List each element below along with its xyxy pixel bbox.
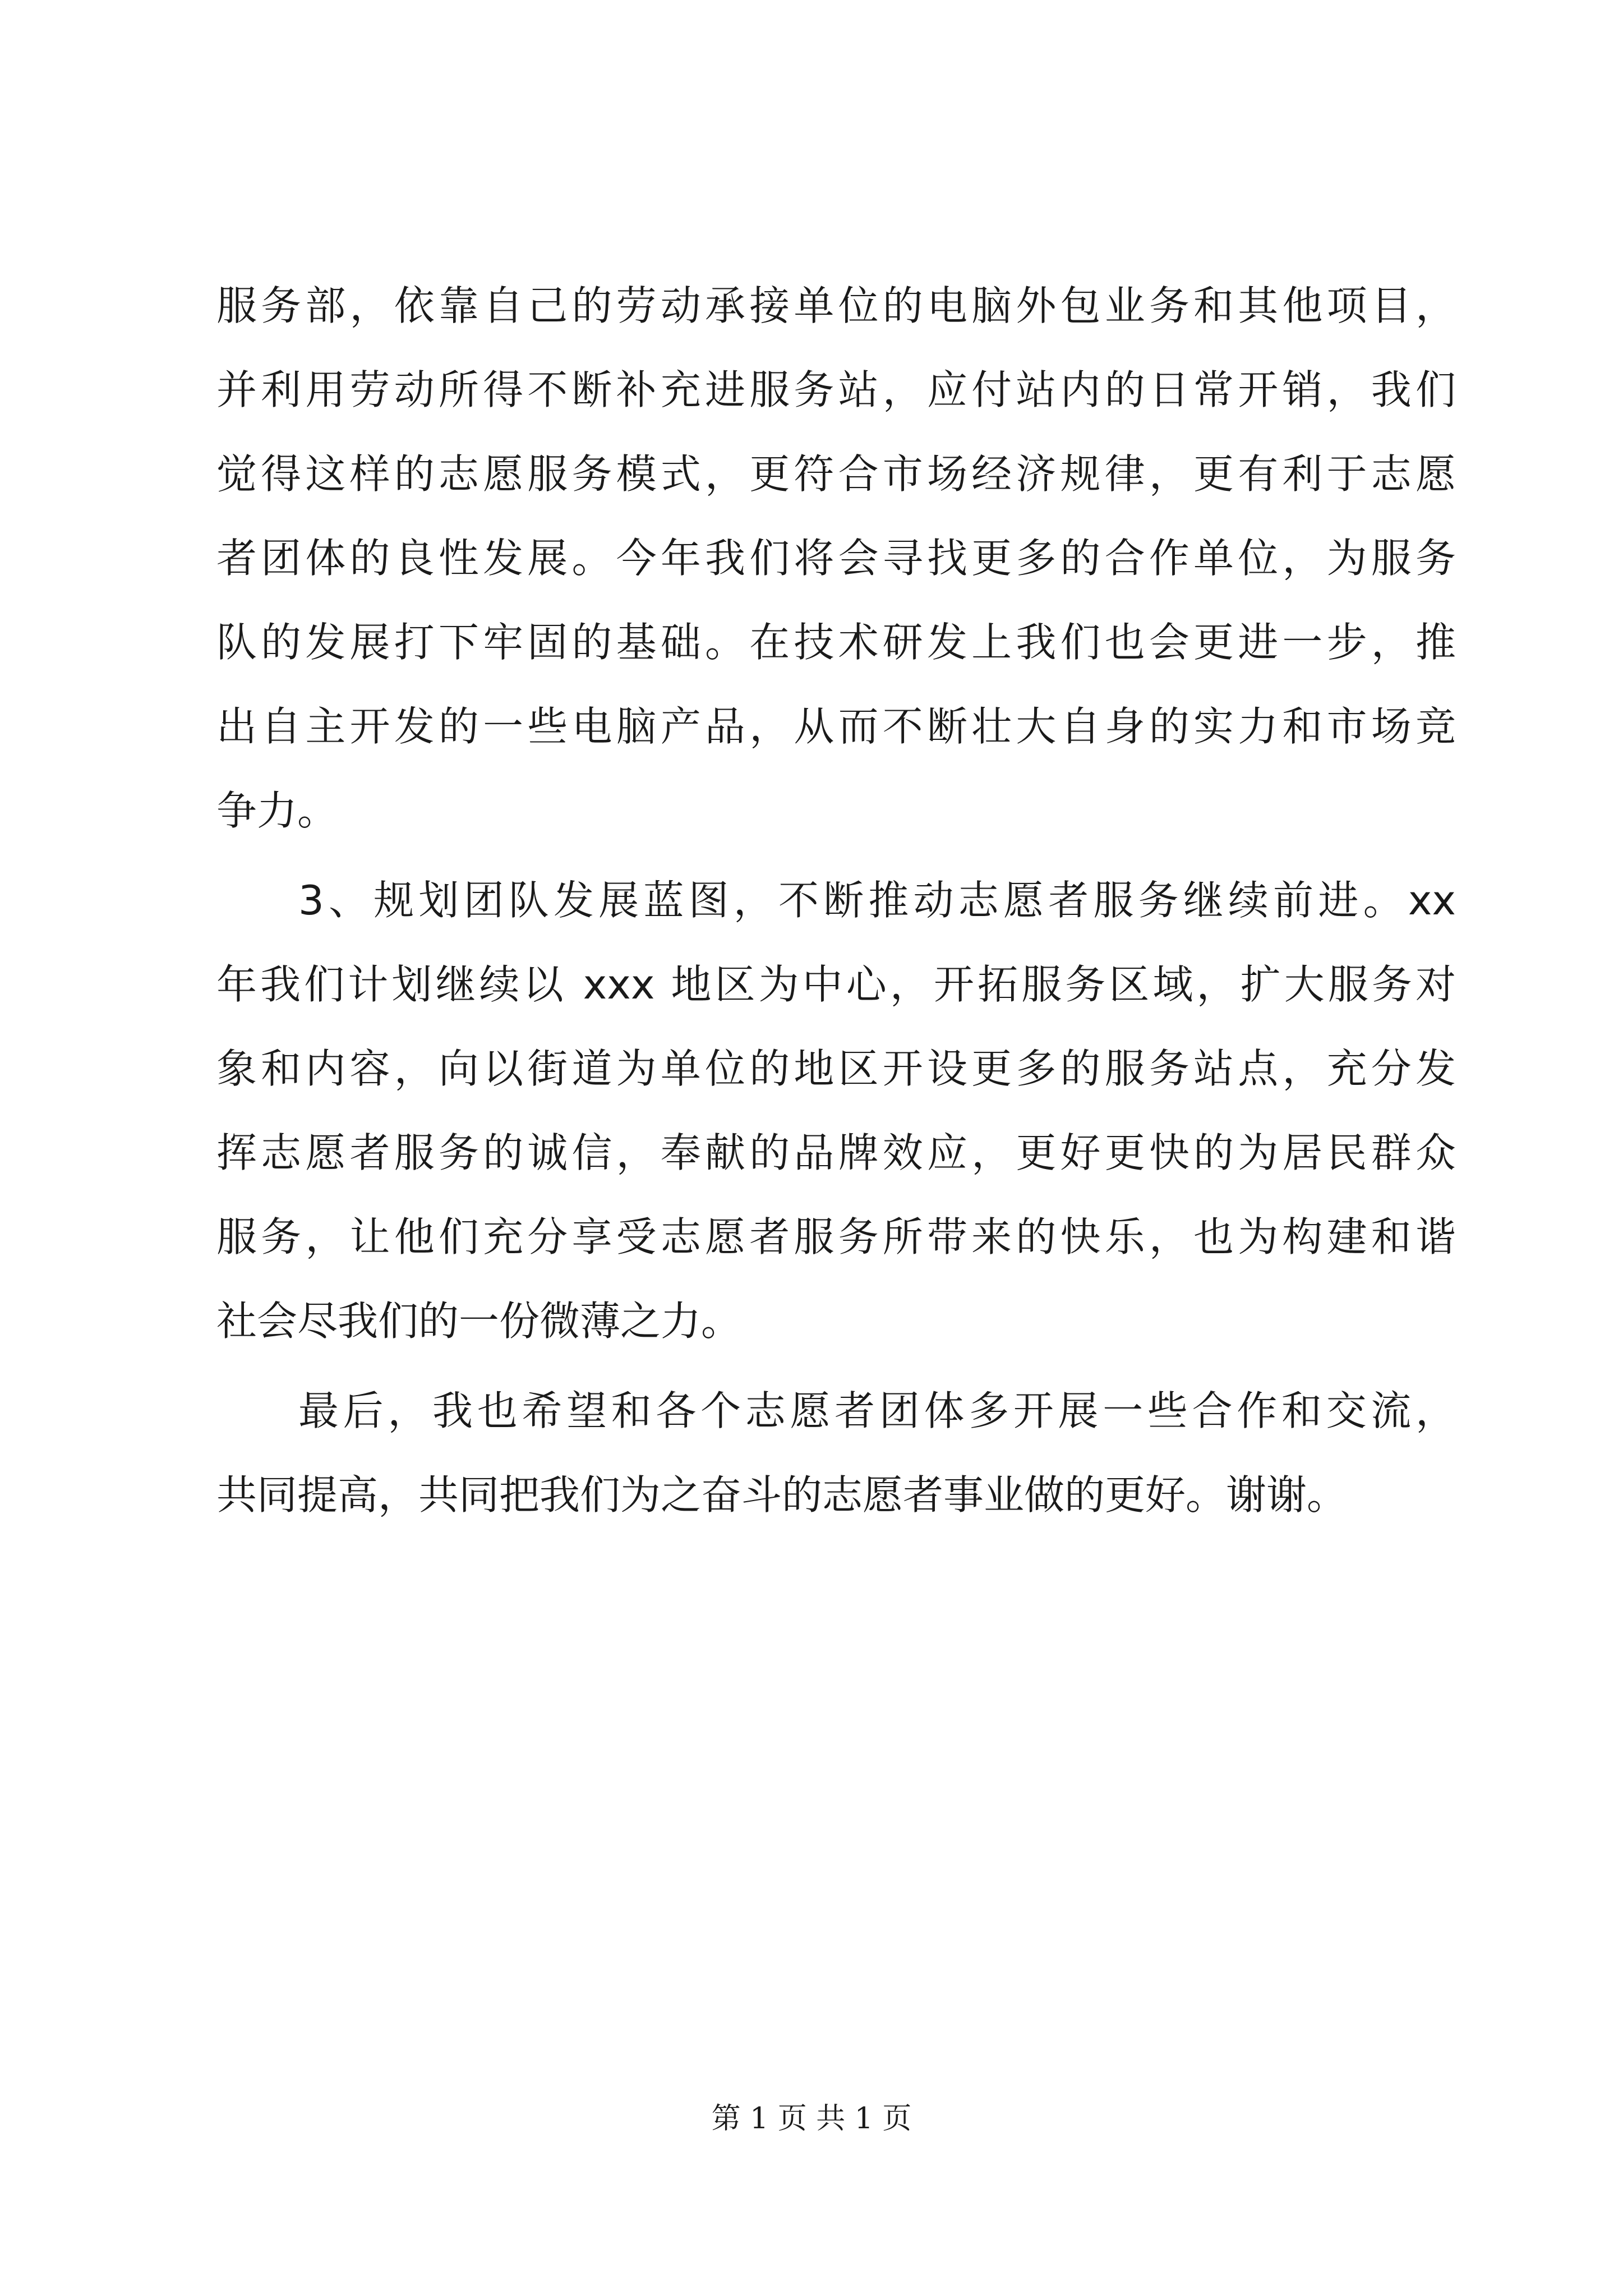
paragraph-1-line-2: 并利用劳动所得不断补充进服务站，应付站内的日常开销，我们 [216,366,1456,413]
paragraph-2-line-6: 社会尽我们的一份微薄之力。 [216,1297,742,1345]
paragraph-2-line-4: 挥志愿者服务的诚信，奉献的品牌效应，更好更快的为居民群众 [216,1129,1456,1176]
page-number-footer: 第 1 页 共 1 页 [711,2102,912,2136]
paragraph-2-line-2: 年我们计划继续以 xxx 地区为中心，开拓服务区域，扩大服务对 [216,961,1456,1008]
paragraph-1-line-3: 觉得这样的志愿服务模式，更符合市场经济规律，更有利于志愿 [216,450,1456,498]
paragraph-3-line-2: 共同提高，共同把我们为之奋斗的志愿者事业做的更好。谢谢。 [216,1471,1348,1519]
paragraph-1-line-1: 服务部，依靠自己的劳动承接单位的电脑外包业务和其他项目， [216,282,1456,329]
paragraph-2-line-3: 象和内容，向以街道为单位的地区开设更多的服务站点，充分发 [216,1045,1456,1092]
paragraph-1-line-4: 者团体的良性发展。今年我们将会寻找更多的合作单位，为服务 [216,535,1456,582]
paragraph-1-line-5: 队的发展打下牢固的基础。在技术研发上我们也会更进一步，推 [216,619,1456,666]
paragraph-1-line-6: 出自主开发的一些电脑产品，从而不断壮大自身的实力和市场竞 [216,703,1456,750]
paragraph-2-line-1: 3、规划团队发展蓝图，不断推动志愿者服务继续前进。xx [298,877,1456,924]
paragraph-2-line-5: 服务，让他们充分享受志愿者服务所带来的快乐，也为构建和谐 [216,1213,1456,1260]
paragraph-1-line-7: 争力。 [216,787,338,834]
paragraph-3-line-1: 最后，我也希望和各个志愿者团体多开展一些合作和交流， [298,1387,1456,1434]
